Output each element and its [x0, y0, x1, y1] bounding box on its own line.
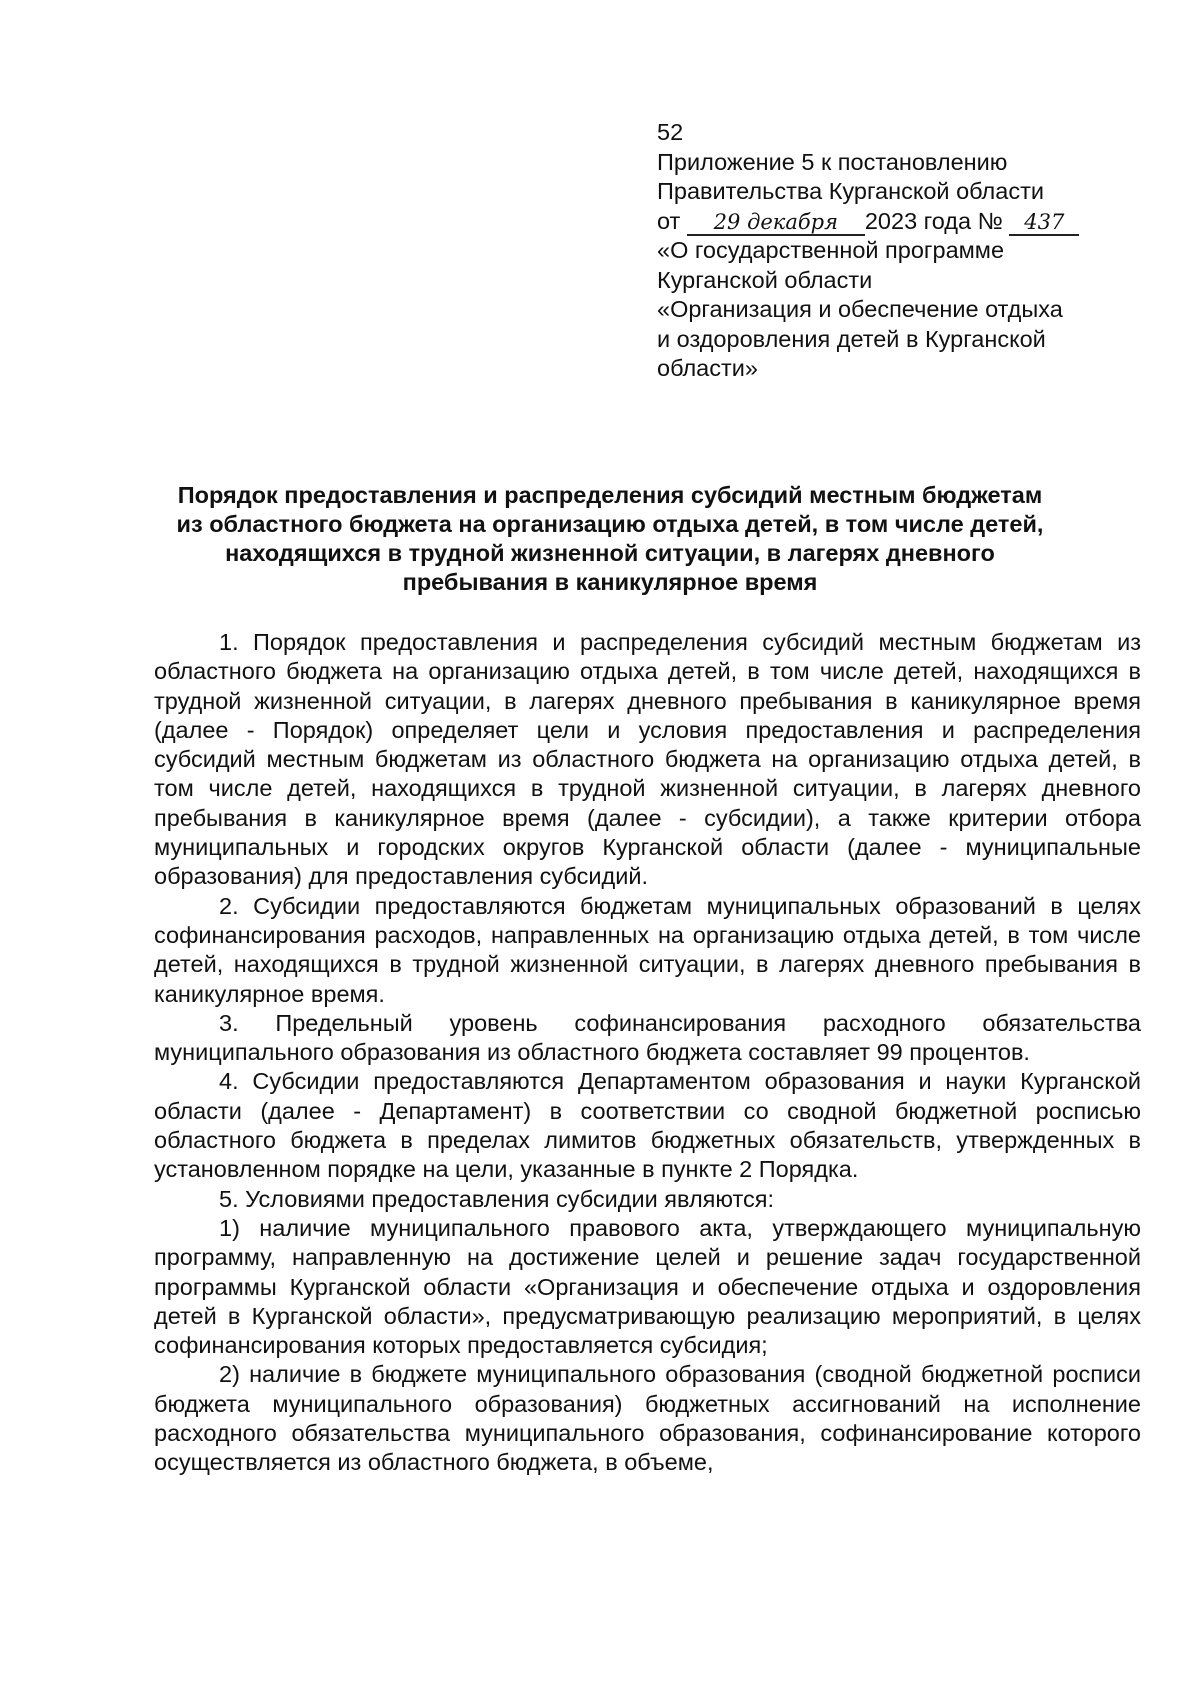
- program-line-5: области»: [657, 355, 758, 381]
- paragraph-3: 3. Предельный уровень софинансирования расходного обязательства муниципального образования из областного бюджета составляет 99 процентов.: [154, 1009, 1141, 1066]
- resolution-date-line: [657, 207, 1177, 237]
- program-line-2: Курганской области: [657, 266, 873, 293]
- paragraph-4: 4. Субсидии предоставляются Департаментом образования и науки Курганской области (далее - Департамент) в соответствии со сводной бюджетной росписью областного бюджета в пределах лимитов бюджетных обязательств, утвержденных в установленном порядке на цели, указанные в пункте 2 Порядка.: [154, 1068, 1141, 1183]
- paragraph-1: 1. Порядок предоставления и распределения субсидий местным бюджетам из областного бюджета на организацию отдыха детей, в том числе детей, находящихся в трудной жизненной ситуации, в лагерях дневного пребывания в каникулярное время (далее - Порядок) определяет цели и условия предоставления и распределения субсидий местным бюджетам из областного бюджета на организацию отдыха детей, в том числе детей, находящихся в трудной жизненной ситуации, в лагерях дневного пребывания в каникулярное время (далее - субсидии), а также критерии отбора муниципальных и городских округов Курганской области (далее - муниципальные образования) для предоставления субсидий.: [154, 629, 1141, 890]
- appendix-line-1: Приложение 5 к постановлению: [657, 148, 1008, 175]
- paragraph-5: 5. Условиями предоставления субсидии являются:: [219, 1185, 775, 1212]
- title-line-2: из областного бюджета на организацию отдыха детей, в том числе детей,: [176, 511, 1044, 537]
- handwritten-number: 437: [1009, 210, 1079, 236]
- page-number: 52: [657, 119, 684, 145]
- appendix-line-2: Правительства Курганской области: [657, 178, 1044, 204]
- title-line-1: Порядок предоставления и распределения субсидий местным бюджетам: [177, 482, 1043, 508]
- year-label: 2023 года №: [864, 207, 1003, 234]
- appendix-header: [657, 118, 1177, 384]
- program-line-4: и оздоровления детей в Курганской: [657, 325, 1046, 352]
- document-body: [154, 628, 1141, 1478]
- from-label: от: [657, 207, 681, 234]
- title-line-3: находящихся в трудной жизненной ситуации, в лагерях дневного: [225, 540, 995, 566]
- paragraph-5-item-1: 1) наличие муниципального правового акта, утверждающего муниципальную программу, направленную на достижение целей и решение задач государственной программы Курганской области «Организация и обеспечение отдыха и оздоровления детей в Курганской области», предусматривающую реализацию мероприятий, в целях софинансирования которых предоставляется субсидия;: [154, 1214, 1141, 1359]
- handwritten-date: 29 декабря: [687, 210, 865, 236]
- paragraph-5-item-2: 2) наличие в бюджете муниципального образования (сводной бюджетной росписи бюджета муниципального образования) бюджетных ассигнований на исполнение расходного обязательства муниципального образования, софинансирование которого осуществляется из областного бюджета, в объеме,: [154, 1361, 1141, 1476]
- paragraph-2: 2. Субсидии предоставляются бюджетам муниципальных образований в целях софинансирования расходов, направленных на организацию отдыха детей, в том числе детей, находящихся в трудной жизненной ситуации, в лагерях дневного пребывания в каникулярное время.: [154, 892, 1141, 1007]
- program-line-3: «Организация и обеспечение отдыха: [657, 296, 1063, 322]
- document-title: [130, 481, 1090, 597]
- title-line-4: пребывания в каникулярное время: [402, 569, 818, 595]
- program-line-1: «О государственной программе: [657, 237, 1005, 263]
